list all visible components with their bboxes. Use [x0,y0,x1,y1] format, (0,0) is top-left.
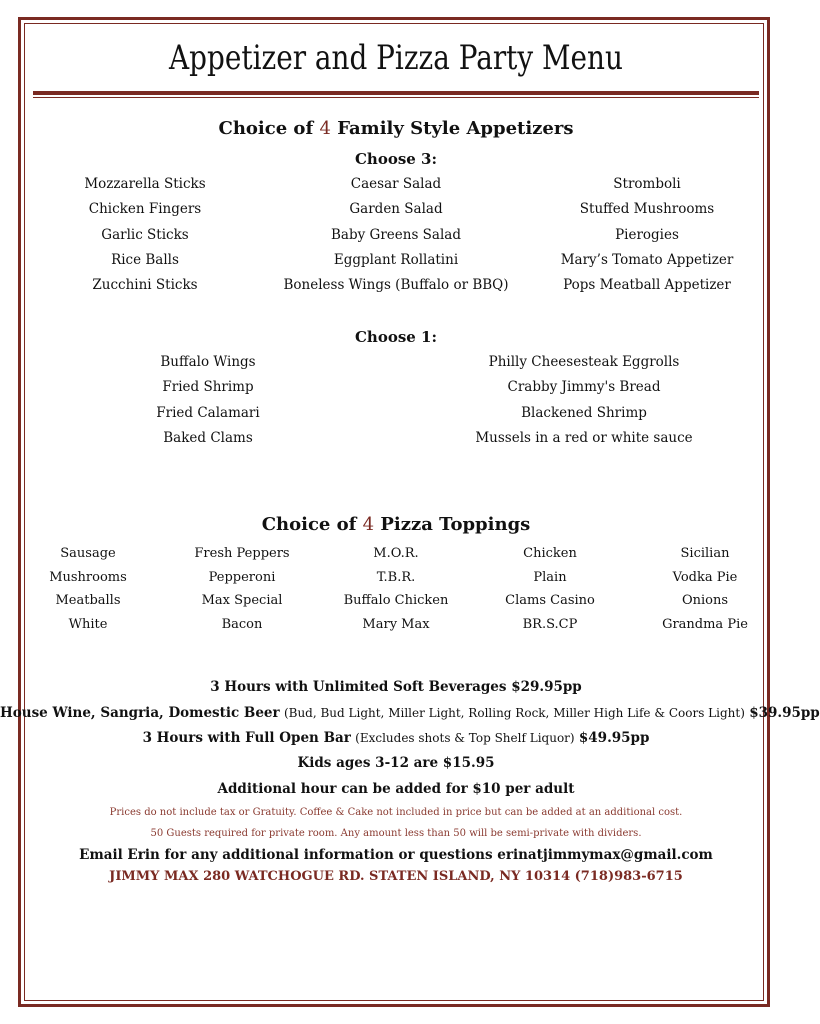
title-rule-thick [33,91,759,95]
list-item: Meatballs [55,593,121,608]
list-item: Mozzarella Sticks [84,176,206,192]
list-item: Caesar Salad [350,176,442,192]
pizza-heading [0,514,792,535]
appetizers-heading-pre: Choice of [218,118,314,139]
list-item: Onions [681,593,729,608]
list-item: Fried Calamari [156,404,260,421]
appetizers-heading-post: Family Style Appetizers [337,118,574,139]
list-item: Vodka Pie [672,569,738,585]
price-wine-detail: (Bud, Bud Light, Miller Light, Rolling Rock, Miller High Life & Coors Light) [283,706,745,720]
contact-address: JIMMY MAX 280 WATCHOGUE RD. STATEN ISLAND, NY 10314 (718)983-6715 [109,869,683,884]
list-item: Mary’s Tomato Appetizer [560,251,734,268]
choose3-column-3 [537,172,757,298]
topping-column-4 [490,542,610,636]
topping-column-5 [650,542,760,636]
list-item: Fresh Peppers [194,546,290,561]
list-item: Philly Cheesesteak Eggrolls [488,354,680,370]
note-guests: 50 Guests required for private room. Any amount less than 50 will be semi-private with dividers. [150,828,642,839]
price-kids [0,755,792,771]
pizza-heading-post: Pizza Toppings [380,514,531,535]
price-wine-bold: House Wine, Sangria, Domestic Beer [0,705,280,721]
list-item: Baby Greens Salad [331,226,461,243]
appetizers-heading-num: 4 [319,118,331,139]
list-item: Chicken [523,546,577,561]
price-additional-hour [0,781,792,797]
list-item: Plain [533,569,567,585]
list-item: Zucchini Sticks [92,277,198,294]
list-item: T.B.R. [376,569,416,585]
topping-column-1 [33,542,143,636]
topping-column-2 [182,542,302,636]
price-additional-text: Additional hour can be added for $10 per adult [217,781,575,797]
list-item: Pierogies [615,226,679,243]
price-kids-text: Kids ages 3-12 are $15.95 [297,755,495,771]
price-wine-price: $39.95pp [749,705,820,721]
list-item: M.O.R. [373,546,419,561]
price-soft-text: 3 Hours with Unlimited Soft Beverages $29.95pp [210,679,582,695]
appetizers-heading [0,118,792,139]
price-open-detail: (Excludes shots & Top Shelf Liquor) [355,731,575,745]
pizza-heading-num: 4 [362,514,375,535]
list-item: Pops Meatball Appetizer [563,277,731,294]
list-item: Baked Clams [163,429,253,446]
list-item: Rice Balls [111,251,179,268]
list-item: Pepperoni [208,569,276,585]
list-item: Garlic Sticks [101,226,189,243]
list-item: Buffalo Chicken [343,593,449,608]
topping-column-3 [336,542,456,636]
choose1-column-2 [464,350,704,451]
list-item: Mary Max [362,616,430,632]
price-open-price: $49.95pp [578,730,650,746]
list-item: Stromboli [613,176,681,192]
price-open-bar [0,730,792,746]
title-rule-thin [33,97,759,98]
choose3-column-2 [276,172,516,298]
list-item: Blackened Shrimp [521,404,647,421]
list-item: Stuffed Mushrooms [579,201,715,218]
list-item: Crabby Jimmy's Bread [507,379,661,396]
price-wine-beer [0,705,820,721]
choose3-label: Choose 3: [354,150,438,168]
contact-email-line [0,847,792,863]
choose1-label: Choose 1: [354,328,438,346]
list-item: Sicilian [680,546,730,561]
list-item: White [68,616,108,632]
list-item: Grandma Pie [662,616,748,632]
list-item: Boneless Wings (Buffalo or BBQ) [283,277,509,294]
list-item: Sausage [60,546,116,561]
note-tax-gratuity: Prices do not include tax or Gratuity. Coffee & Cake not included in price but can be added at an additional cost. [109,807,683,818]
page-title: Appetizer and Pizza Party Menu [169,38,623,78]
list-item: Clams Casino [505,593,595,608]
list-item: Eggplant Rollatini [333,251,459,268]
choose1-column-1 [108,350,308,451]
price-soft-beverages [0,679,792,695]
list-item: Fried Shrimp [162,379,254,396]
list-item: Chicken Fingers [88,201,202,218]
list-item: Mussels in a red or white sauce [475,429,693,446]
list-item: Garden Salad [349,201,443,218]
list-item: Mushrooms [49,569,127,585]
list-item: Bacon [221,616,263,632]
pizza-heading-pre: Choice of [261,514,357,535]
list-item: BR.S.CP [522,616,578,632]
contact-email-text: Email Erin for any additional information or questions erinatjimmymax@gmail.com [79,847,713,863]
list-item: Max Special [201,593,283,608]
choose3-column-1 [45,172,245,298]
price-open-bold: 3 Hours with Full Open Bar [142,730,351,746]
list-item: Buffalo Wings [160,354,256,370]
